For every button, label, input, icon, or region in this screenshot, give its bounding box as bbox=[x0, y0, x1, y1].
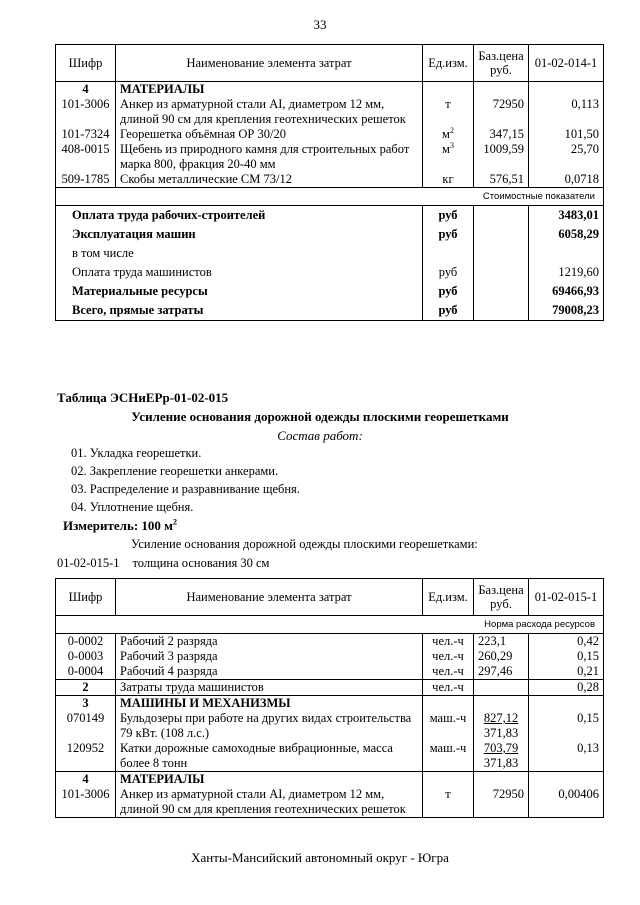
norm-code: 01-02-015-1 bbox=[57, 556, 120, 570]
col-header-code: Шифр bbox=[56, 579, 116, 616]
summary-value: 3483,01 bbox=[529, 206, 604, 226]
row-code: 101-3006 bbox=[56, 787, 116, 818]
summary-unit bbox=[423, 244, 474, 263]
row-code: 0-0003 bbox=[56, 649, 116, 664]
resource-table-01-02-015-1 bbox=[55, 578, 604, 818]
composition-label: Состав работ: bbox=[277, 428, 363, 443]
summary-label: Эксплуатация машин bbox=[56, 225, 423, 244]
work-item: 02. Закрепление георешетки анкерами. bbox=[71, 464, 279, 478]
summary-row bbox=[56, 206, 604, 226]
summary-row bbox=[56, 263, 604, 282]
row-price: 827,12 371,83 bbox=[474, 711, 529, 741]
row-unit: чел.-ч bbox=[423, 634, 474, 650]
row-price: 223,1 bbox=[474, 634, 529, 650]
row-value: 0,113 bbox=[529, 97, 604, 127]
row-price: 703,79 371,83 bbox=[474, 741, 529, 772]
summary-value: 1219,60 bbox=[529, 263, 604, 282]
summary-value bbox=[529, 244, 604, 263]
page-footer: Ханты-Мансийский автономный округ - Югра bbox=[191, 850, 449, 865]
table-header-row bbox=[56, 579, 604, 616]
summary-unit: руб bbox=[423, 301, 474, 321]
row-code: 408-0015 bbox=[56, 142, 116, 172]
section-row-machines bbox=[56, 696, 604, 712]
summary-label: в том числе bbox=[56, 244, 423, 263]
section-row-materials bbox=[56, 772, 604, 788]
row-unit: маш.-ч bbox=[423, 741, 474, 772]
col-header-name: Наименование элемента затрат bbox=[116, 45, 423, 82]
row-unit: $м^2$ bbox=[423, 127, 474, 142]
section-row-materials bbox=[56, 82, 604, 98]
row-value: 101,50 bbox=[529, 127, 604, 142]
summary-label: Всего, прямые затраты bbox=[56, 301, 423, 321]
row-name: Рабочий 3 разряда bbox=[116, 649, 423, 664]
work-item: 04. Уплотнение щебня. bbox=[71, 500, 194, 514]
row-name: Рабочий 2 разряда bbox=[116, 634, 423, 650]
section-title: МАТЕРИАЛЫ bbox=[116, 772, 423, 788]
row-price: 1009,59 bbox=[474, 142, 529, 172]
col-header-code: Шифр bbox=[56, 45, 116, 82]
row-unit: чел.-ч bbox=[423, 680, 474, 696]
summary-label: Материальные ресурсы bbox=[56, 282, 423, 301]
section-num: 3 bbox=[56, 696, 116, 712]
row-unit: т bbox=[423, 97, 474, 127]
table-row bbox=[56, 711, 604, 741]
machinist-labor-row bbox=[56, 680, 604, 696]
section-num: 4 bbox=[56, 772, 116, 788]
table-row bbox=[56, 127, 604, 142]
summary-label: Оплата труда машинистов bbox=[56, 263, 423, 282]
summary-row bbox=[56, 244, 604, 263]
col-header-norm-code: 01-02-014-1 bbox=[529, 45, 604, 82]
measure-unit: Измеритель: 100 $м^2$ bbox=[63, 517, 178, 533]
row-value: 0,28 bbox=[529, 680, 604, 696]
work-item: 03. Распределение и разравнивание щебня. bbox=[71, 482, 300, 496]
row-value: 0,13 bbox=[529, 741, 604, 772]
row-name: Катки дорожные самоходные вибрационные, масса более 8 тонн bbox=[116, 741, 423, 772]
col-header-price: Баз.цена руб. bbox=[474, 45, 529, 82]
col-header-norm-code: 01-02-015-1 bbox=[529, 579, 604, 616]
row-value: 0,0718 bbox=[529, 172, 604, 188]
row-price bbox=[474, 680, 529, 696]
row-code: 070149 bbox=[56, 711, 116, 741]
row-price: 260,29 bbox=[474, 649, 529, 664]
summary-row bbox=[56, 225, 604, 244]
table-row bbox=[56, 787, 604, 818]
row-unit: кг bbox=[423, 172, 474, 188]
row-name: Анкер из арматурной стали AI, диаметром 12 мм, длиной 90 см для крепления геотехнических решеток bbox=[116, 97, 423, 127]
row-code: 101-3006 bbox=[56, 97, 116, 127]
row-price: 72950 bbox=[474, 787, 529, 818]
summary-unit: руб bbox=[423, 263, 474, 282]
table-row bbox=[56, 142, 604, 172]
resource-table-01-02-014-1 bbox=[55, 44, 604, 321]
col-header-unit: Ед.изм. bbox=[423, 579, 474, 616]
section-title: МАШИНЫ И МЕХАНИЗМЫ bbox=[116, 696, 423, 712]
row-code: 509-1785 bbox=[56, 172, 116, 188]
row-value: 0,42 bbox=[529, 634, 604, 650]
row-name: Скобы металлические СМ 73/12 bbox=[116, 172, 423, 188]
row-code: 0-0004 bbox=[56, 664, 116, 680]
row-value: 0,15 bbox=[529, 711, 604, 741]
summary-unit: руб bbox=[423, 206, 474, 226]
summary-row bbox=[56, 301, 604, 321]
row-unit: чел.-ч bbox=[423, 649, 474, 664]
row-name: Анкер из арматурной стали AI, диаметром 12 мм, длиной 90 см для крепления геотехнических решеток bbox=[116, 787, 423, 818]
row-name: Бульдозеры при работе на других видах строительства 79 кВт. (108 л.с.) bbox=[116, 711, 423, 741]
summary-unit: руб bbox=[423, 225, 474, 244]
col-header-name: Наименование элемента затрат bbox=[116, 579, 423, 616]
table-subtitle: Усиление основания дорожной одежды плоскими георешетками bbox=[131, 409, 509, 424]
row-unit: маш.-ч bbox=[423, 711, 474, 741]
row-unit: $м^3$ bbox=[423, 142, 474, 172]
page-number: 33 bbox=[313, 17, 327, 32]
col-header-unit: Ед.изм. bbox=[423, 45, 474, 82]
table-row bbox=[56, 649, 604, 664]
row-value: 25,70 bbox=[529, 142, 604, 172]
section-title: МАТЕРИАЛЫ bbox=[116, 82, 423, 98]
table-row bbox=[56, 664, 604, 680]
row-name: Щебень из природного камня для строительных работ марка 800, фракция 20-40 мм bbox=[116, 142, 423, 172]
norm-text: толщина основания 30 см bbox=[132, 556, 270, 570]
summary-unit: руб bbox=[423, 282, 474, 301]
table-row bbox=[56, 172, 604, 188]
table-row bbox=[56, 741, 604, 772]
table-title: Таблица ЭСНиЕРр-01-02-015 bbox=[57, 390, 229, 405]
summary-value: 79008,23 bbox=[529, 301, 604, 321]
row-price: 72950 bbox=[474, 97, 529, 127]
norm-code-line bbox=[57, 556, 269, 571]
table-row bbox=[56, 97, 604, 127]
row-name: Георешетка объёмная ОР 30/20 bbox=[116, 127, 423, 142]
row-price: 347,15 bbox=[474, 127, 529, 142]
cost-indicators-header: Стоимостные показатели bbox=[56, 188, 604, 206]
summary-label: Оплата труда рабочих-строителей bbox=[56, 206, 423, 226]
work-item: 01. Укладка георешетки. bbox=[71, 446, 202, 460]
row-name: Затраты труда машинистов bbox=[116, 680, 423, 696]
row-value: 0,15 bbox=[529, 649, 604, 664]
row-unit: т bbox=[423, 787, 474, 818]
summary-row bbox=[56, 282, 604, 301]
row-code: 0-0002 bbox=[56, 634, 116, 650]
row-value: 0,00406 bbox=[529, 787, 604, 818]
row-price: 576,51 bbox=[474, 172, 529, 188]
norm-description: Усиление основания дорожной одежды плоскими георешетками: bbox=[131, 537, 478, 551]
table-header-row bbox=[56, 45, 604, 82]
row-code: 2 bbox=[56, 680, 116, 696]
row-name: Рабочий 4 разряда bbox=[116, 664, 423, 680]
row-value: 0,21 bbox=[529, 664, 604, 680]
section-num: 4 bbox=[56, 82, 116, 98]
summary-value: 69466,93 bbox=[529, 282, 604, 301]
norm-consumption-header: Норма расхода ресурсов bbox=[56, 616, 604, 634]
row-unit: чел.-ч bbox=[423, 664, 474, 680]
row-code: 101-7324 bbox=[56, 127, 116, 142]
row-price: 297,46 bbox=[474, 664, 529, 680]
col-header-price: Баз.цена руб. bbox=[474, 579, 529, 616]
row-code: 120952 bbox=[56, 741, 116, 772]
summary-value: 6058,29 bbox=[529, 225, 604, 244]
table-row bbox=[56, 634, 604, 650]
